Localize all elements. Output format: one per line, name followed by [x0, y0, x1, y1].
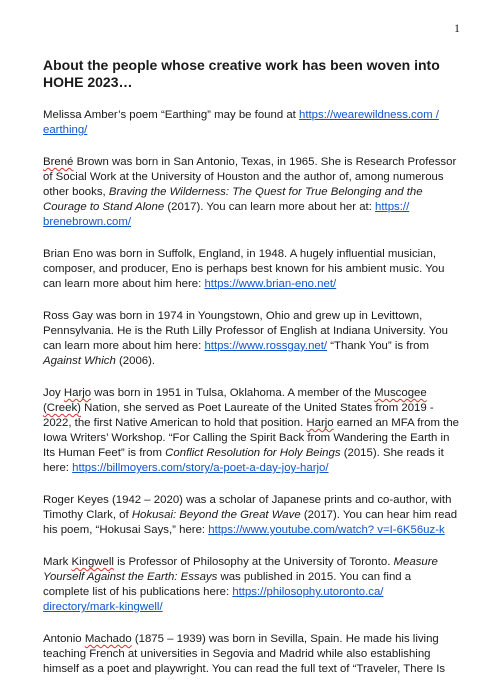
text-run: Melissa Amber’s poem “Earthing” may be found at — [43, 109, 299, 121]
page-title: About the people whose creative work has been woven into HOHE 2023… — [43, 57, 440, 90]
text-run: Nation, she served as Poet Laureate of the United States from 2019 - 2022, the first Native American to hold that position. — [43, 402, 434, 429]
italic-title: Measure Yourself Against the Earth: Essays — [43, 556, 438, 583]
text-run: Brian Eno was born in Suffolk, England, in 1948. A hugely influential musician, composer, and producer, Eno is perhaps best known for his ambient music. You can learn more about him here: — [43, 248, 445, 290]
italic-title: Hokusai: Beyond the Great Wave — [131, 509, 301, 521]
text-run: is Professor of Philosophy at the University of Toronto. — [113, 556, 394, 568]
text-run: (1875 – 1939) was born in Sevilla, Spain. He made his living teaching French at universities in Segovia and Madrid while also establishing himself as a poet and playwright. You can read the full text of “Traveler, There Is — [43, 633, 446, 675]
text-run: was born in 1951 in Tulsa, Oklahoma. A member of the — [91, 387, 375, 399]
text-run: earned an MFA from the Iowa Writers’ Workshop. “For Calling the Spirit Back from Wandering the Earth in Its Human Feet” is from — [43, 417, 460, 459]
spellcheck-word: Muscogee (Creek) — [43, 387, 427, 414]
page-number: 1 — [454, 21, 460, 35]
paragraph-melissa-amber — [43, 108, 460, 138]
text-run: (2017). You can learn more about her at: — [164, 201, 376, 213]
link[interactable]: https://www.youtube.com/watch? v=I-6K56uz-k — [208, 524, 445, 536]
paragraph-brian-eno — [43, 247, 460, 292]
text-run: Brown was born in San Antonio, Texas, in 1965. She is Research Professor of Social Work at the University of Houston and the author of, among numerous other books, — [43, 156, 457, 198]
text-run: Roger Keyes (1942 – 2020) was a scholar of Japanese prints and co-author, with Timothy Clark, of — [43, 494, 452, 521]
link[interactable]: https://billmoyers.com/story/a-poet-a-day-joy-harjo/ — [72, 462, 329, 474]
italic-title: Conflict Resolution for Holy Beings — [165, 447, 341, 459]
spellcheck-word: Machado — [84, 633, 132, 645]
link[interactable]: https://www.brian-eno.net/ — [204, 278, 337, 290]
text-run: (2017). You can hear him read his poem, “Hokusai Says,” here: — [43, 509, 458, 536]
link[interactable]: https://philosophy.utoronto.ca/ directory/mark-kingwell/ — [43, 586, 384, 613]
document-body — [43, 108, 460, 677]
paragraph-roger-keyes — [43, 493, 460, 538]
paragraph-brene-brown — [43, 155, 460, 230]
link[interactable]: https://www.rossgay.net/ — [204, 340, 328, 352]
paragraph-mark-kingwell — [43, 555, 460, 615]
paragraph-antonio-machado — [43, 632, 460, 677]
text-run: was published in 2015. You can find a complete list of his publications here: — [43, 571, 412, 598]
text-run: “Thank You” is from — [327, 340, 430, 352]
text-run: Joy — [43, 387, 64, 399]
link[interactable]: https:// brenebrown.com/ — [43, 201, 410, 228]
paragraph-joy-harjo — [43, 386, 460, 476]
spellcheck-word: Kingwell — [71, 556, 114, 568]
spellcheck-word: Harjo — [306, 417, 334, 429]
text-run: (2015). She reads it here: — [43, 447, 444, 474]
spellcheck-word: Brené — [43, 156, 74, 168]
spellcheck-word: Harjo — [63, 387, 92, 399]
link[interactable]: https://wearewildness.com / earthing/ — [43, 109, 439, 136]
italic-title: Against Which — [43, 355, 116, 367]
paragraph-ross-gay — [43, 309, 460, 369]
text-run: Mark — [43, 556, 72, 568]
text-run: (2006). — [115, 355, 156, 367]
italic-title: Braving the Wilderness: The Quest for True Belonging and the Courage to Stand Alone — [43, 186, 423, 213]
text-run: Antonio — [43, 633, 85, 645]
text-run: Ross Gay was born in 1974 in Youngstown, Ohio and grew up in Levittown, Pennsylvania. He is the Ruth Lilly Professor of English at Indiana University. You can learn more about him here: — [43, 310, 449, 352]
